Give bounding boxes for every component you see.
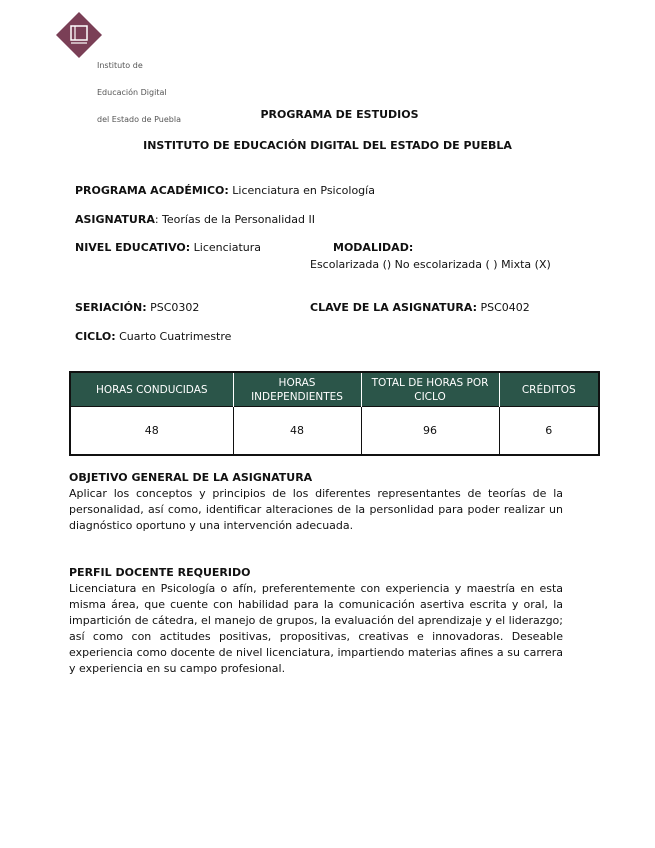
ciclo-label: CICLO: <box>75 330 116 343</box>
logo-line: Instituto de <box>97 61 143 70</box>
seriacion-label: SERIACIÓN: <box>75 301 147 314</box>
institution-logo <box>56 12 191 124</box>
logo-emblem-icon <box>56 12 102 58</box>
value-horas-independientes: 48 <box>233 407 361 455</box>
header-total-horas: TOTAL DE HORAS POR CICLO <box>361 373 499 407</box>
seriacion-field <box>75 301 199 314</box>
table-row <box>71 407 598 455</box>
document-title: PROGRAMA DE ESTUDIOS <box>260 108 419 121</box>
hours-table <box>69 371 600 456</box>
objetivo-text: Aplicar los conceptos y principios de los diferentes representantes de teorías de la personalidad, así como, identificar alteraciones de la personlidad para poder realizar un diagnóstico oportuno y una intervención adecuada. <box>69 487 563 532</box>
asignatura-value: : Teorías de la Personalidad II <box>154 213 315 226</box>
clave-value: PSC0402 <box>476 301 530 314</box>
seriacion-value: PSC0302 <box>146 301 200 314</box>
ciclo-field <box>75 330 231 343</box>
logo-line: del Estado de Puebla <box>97 115 181 124</box>
value-total-horas: 96 <box>361 407 499 455</box>
header-horas-independientes: HORAS INDEPENDIENTES <box>233 373 361 407</box>
programa-field <box>75 184 375 197</box>
objetivo-heading: OBJETIVO GENERAL DE LA ASIGNATURA <box>69 471 313 484</box>
value-horas-conducidas: 48 <box>71 407 233 455</box>
asignatura-label: ASIGNATURA <box>75 213 155 226</box>
modalidad-label: MODALIDAD: <box>333 241 414 254</box>
programa-value: Licenciatura en Psicología <box>228 184 375 197</box>
header-creditos: CRÉDITOS <box>499 373 598 407</box>
institution-title: INSTITUTO DE EDUCACIÓN DIGITAL DEL ESTADO DE PUEBLA <box>143 139 512 152</box>
clave-field <box>310 301 530 314</box>
clave-label: CLAVE DE LA ASIGNATURA: <box>310 301 477 314</box>
modalidad-value: Escolarizada () No escolarizada ( ) Mixta (X) <box>310 258 551 271</box>
programa-label: PROGRAMA ACADÉMICO: <box>75 184 229 197</box>
perfil-heading: PERFIL DOCENTE REQUERIDO <box>69 566 251 579</box>
logo-text <box>97 43 181 142</box>
logo-line: Educación Digital <box>97 88 167 97</box>
perfil-text: Licenciatura en Psicología o afín, preferentemente con experiencia y maestría en esta misma área, que cuente con habilidad para la comunicación asertiva escrita y oral, la impartición de cátedra, el manejo de grupos, la evaluación del aprendizaje y el liderazgo; así como con actitudes positivas, propositivas, creativas e innovadoras. Deseable experiencia como docente de nivel licenciatura, impartiendo materias afines a su carrera y experiencia en su campo profesional. <box>69 582 563 675</box>
header-horas-conducidas: HORAS CONDUCIDAS <box>71 373 233 407</box>
value-creditos: 6 <box>499 407 598 455</box>
asignatura-field <box>75 213 315 226</box>
nivel-field <box>75 241 261 254</box>
ciclo-value: Cuarto Cuatrimestre <box>115 330 232 343</box>
nivel-value: Licenciatura <box>190 241 262 254</box>
table-header-row <box>71 373 598 407</box>
nivel-label: NIVEL EDUCATIVO: <box>75 241 191 254</box>
